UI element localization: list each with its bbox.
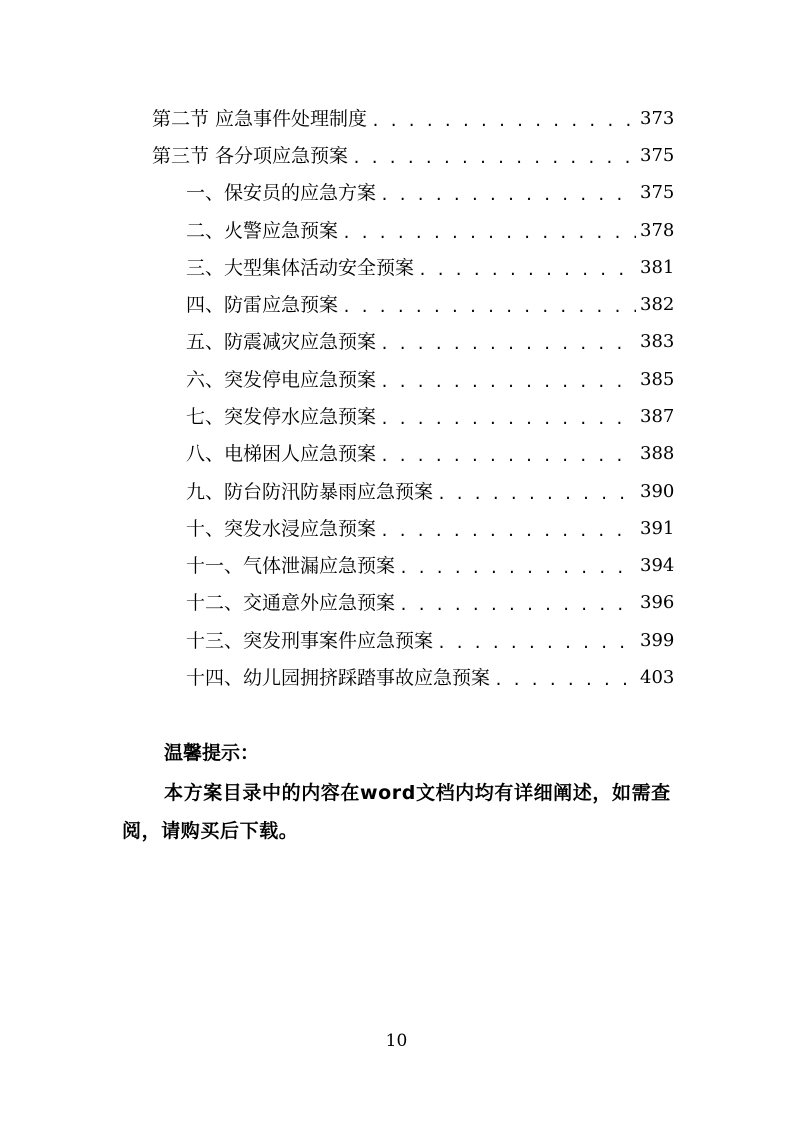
toc-entry-title: 六、突发停电应急预案: [186, 369, 377, 391]
toc-dot-leader: [342, 292, 636, 322]
toc-dot-leader: [399, 553, 636, 583]
tip-title: 温馨提示：: [164, 742, 260, 764]
toc-entry[interactable]: [0, 588, 793, 618]
toc-entry-page: 375: [640, 145, 675, 166]
toc-entry-title: 第三节 各分项应急预案: [152, 145, 349, 167]
toc-dot-leader: [371, 106, 636, 136]
toc-entry-page: 375: [640, 182, 675, 203]
toc-entry[interactable]: [0, 365, 793, 395]
toc-dot-leader: [418, 255, 636, 285]
toc-entry-title: 十一、气体泄漏应急预案: [186, 555, 396, 577]
toc-entry-page: 394: [640, 555, 675, 576]
toc-dot-leader: [399, 590, 636, 620]
toc-entry-page: 399: [640, 630, 675, 651]
toc-entry-page: 385: [640, 369, 675, 390]
toc-entry-page: 388: [640, 443, 675, 464]
toc-dot-leader: [494, 665, 636, 695]
toc-entry[interactable]: [0, 141, 793, 171]
toc-dot-leader: [437, 479, 636, 509]
toc-entry-page: 373: [640, 108, 675, 129]
toc-entry-page: 403: [640, 667, 675, 688]
toc-entry-page: 390: [640, 481, 675, 502]
toc-dot-leader: [352, 143, 636, 173]
toc-dot-leader: [380, 180, 636, 210]
toc-entry-page: 381: [640, 257, 675, 278]
toc-entry[interactable]: [0, 178, 793, 208]
toc-entry-title: 十四、幼儿园拥挤踩踏事故应急预案: [186, 667, 491, 689]
toc-dot-leader: [437, 628, 636, 658]
toc-entry-title: 二、火警应急预案: [186, 220, 339, 242]
toc-entry[interactable]: [0, 551, 793, 581]
toc-entry-title: 四、防雷应急预案: [186, 294, 339, 316]
toc-entry-title: 十二、交通意外应急预案: [186, 592, 396, 614]
toc-entry-page: 396: [640, 592, 675, 613]
toc-entry-title: 第二节 应急事件处理制度: [152, 108, 368, 130]
toc-entry-title: 一、保安员的应急方案: [186, 182, 377, 204]
toc-entry[interactable]: [0, 439, 793, 469]
toc-dot-leader: [380, 329, 636, 359]
toc-entry-page: 378: [640, 220, 675, 241]
toc-entry-title: 五、防震减灾应急预案: [186, 331, 377, 353]
toc-entry-page: 387: [640, 406, 675, 427]
toc-dot-leader: [380, 367, 636, 397]
toc-dot-leader: [380, 404, 636, 434]
toc-entry[interactable]: [0, 290, 793, 320]
toc-entry-title: 三、大型集体活动安全预案: [186, 257, 415, 279]
toc-dot-leader: [342, 218, 636, 248]
toc-dot-leader: [380, 441, 636, 471]
toc-entry-page: 391: [640, 518, 675, 539]
toc-entry[interactable]: [0, 477, 793, 507]
toc-entry[interactable]: [0, 327, 793, 357]
toc-entry[interactable]: [0, 402, 793, 432]
toc-entry[interactable]: [0, 216, 793, 246]
toc-entry[interactable]: [0, 253, 793, 283]
toc-entry-page: 383: [640, 331, 675, 352]
toc-entry[interactable]: [0, 514, 793, 544]
tip-body: 本方案目录中的内容在word文档内均有详细阐述，如需查阅，请购买后下载。: [122, 782, 671, 842]
toc-entry[interactable]: [0, 626, 793, 656]
toc-entry-title: 十、突发水浸应急预案: [186, 518, 377, 540]
toc-entry-title: 七、突发停水应急预案: [186, 406, 377, 428]
toc-entry-title: 八、电梯困人应急预案: [186, 443, 377, 465]
toc-entry[interactable]: [0, 104, 793, 134]
toc-entry-title: 九、防台防汛防暴雨应急预案: [186, 481, 434, 503]
page-number: 10: [385, 1031, 408, 1051]
toc-entry-title: 十三、突发刑事案件应急预案: [186, 630, 434, 652]
toc-entry-page: 382: [640, 294, 675, 315]
toc-dot-leader: [380, 516, 636, 546]
toc-entry[interactable]: [0, 663, 793, 693]
